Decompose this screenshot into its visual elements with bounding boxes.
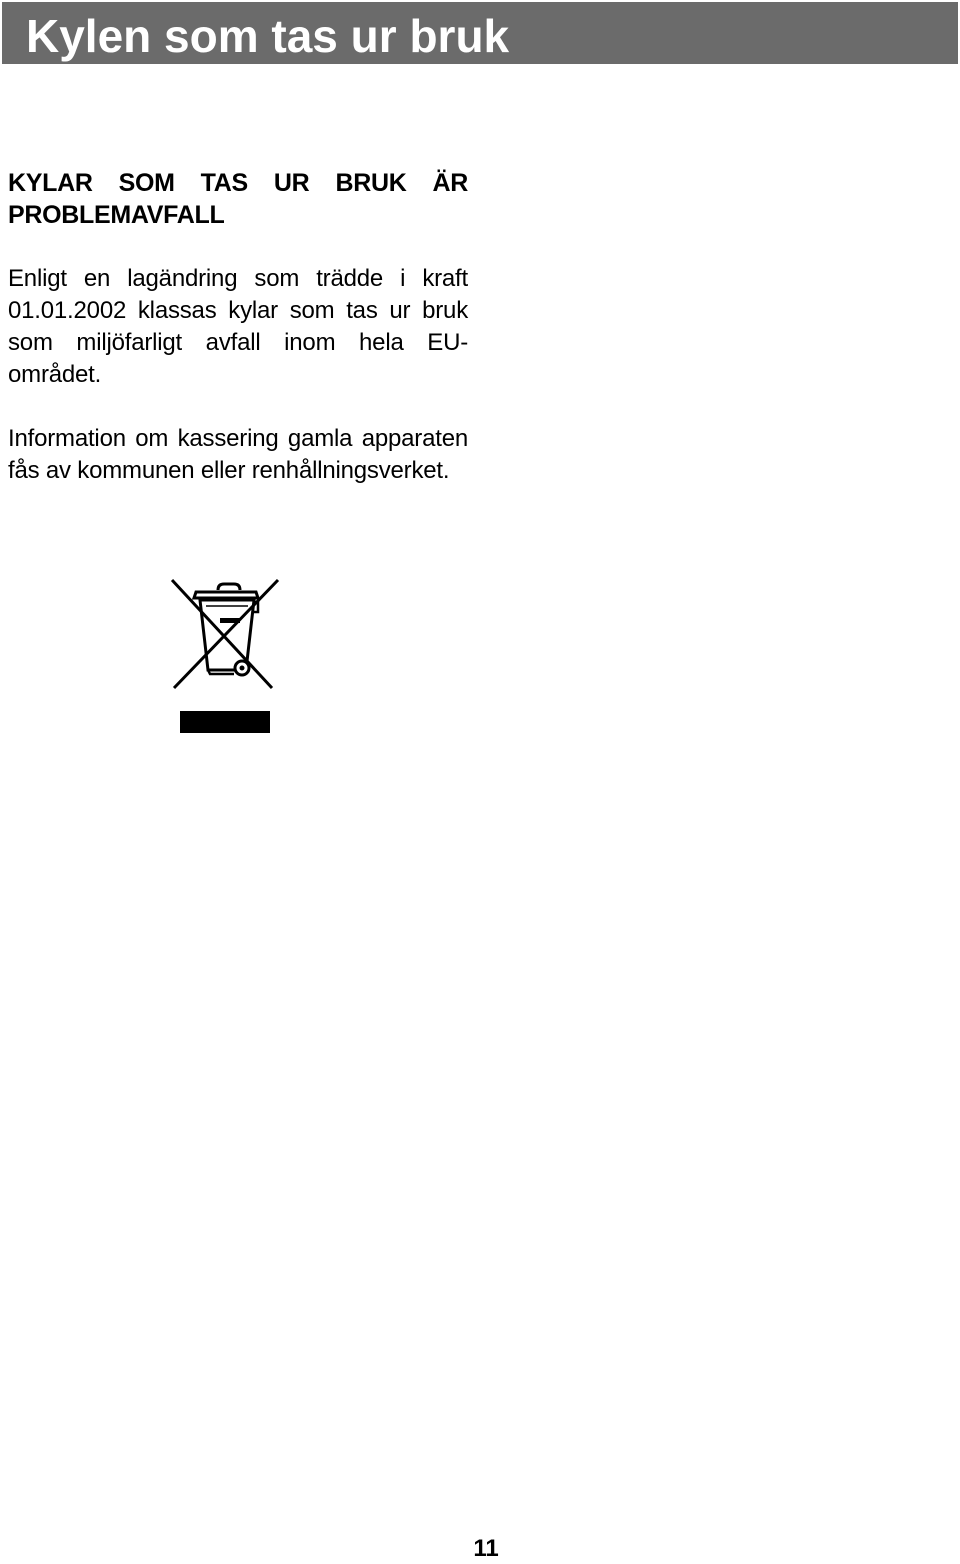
paragraph-regulation: Enligt en lagändring som trädde i kraft 01.01.2002 klassas kylar som tas ur bruk som miljöfarligt avfall inom hela EU-området. xyxy=(8,265,468,388)
crossed-out-wheelie-bin-icon xyxy=(160,572,285,737)
paragraph-disposal-info: Information om kassering gamla apparaten fås av kommunen eller renhållningsverket. xyxy=(8,425,468,484)
section-heading: KYLAR SOM TAS UR BRUK ÄR PROBLEMAVFALL xyxy=(8,169,468,229)
content-column xyxy=(8,167,468,487)
page-header xyxy=(2,2,958,64)
page-title: Kylen som tas ur bruk xyxy=(26,10,510,62)
page-number: 11 xyxy=(473,1535,499,1562)
